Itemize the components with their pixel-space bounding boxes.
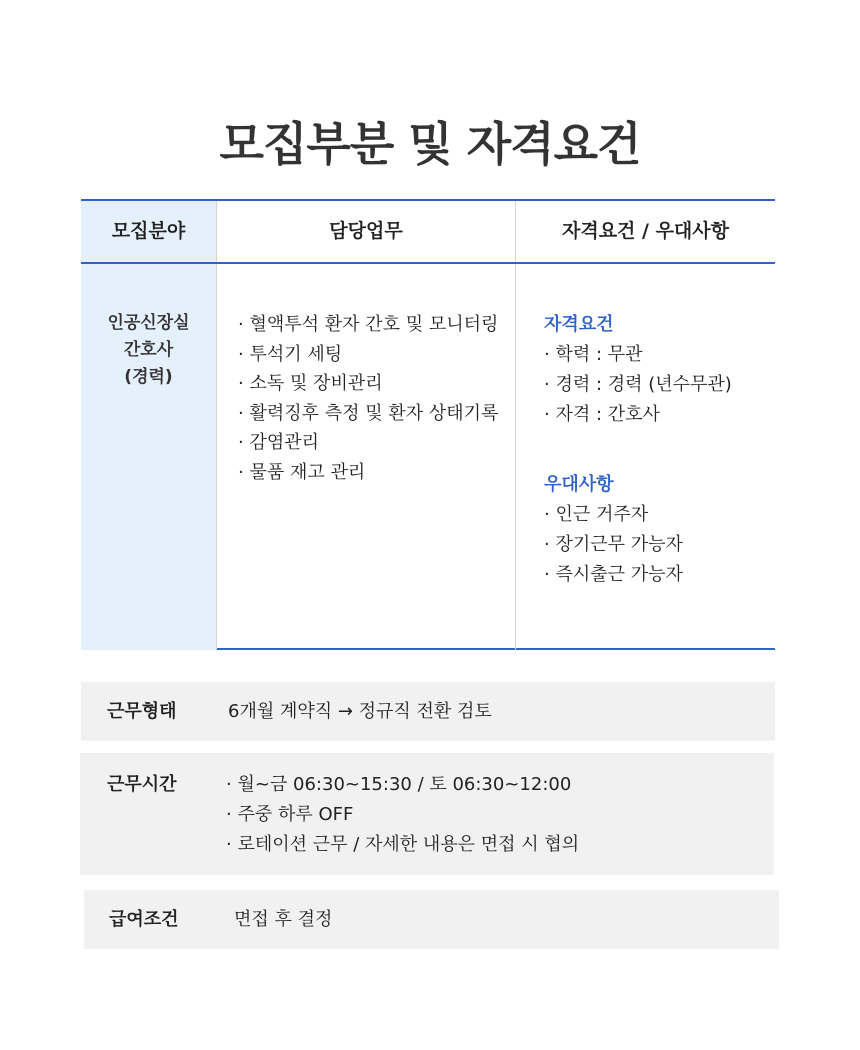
list-item: · 주중 하루 OFF xyxy=(226,804,354,825)
field-experience: (경력) xyxy=(124,367,173,387)
duties-cell xyxy=(216,264,515,650)
list-item: · 월~금 06:30~15:30 / 토 06:30~12:00 xyxy=(226,774,572,795)
page-title: 모집부분 및 자격요건 xyxy=(219,117,641,171)
list-item: · 투석기 세팅 xyxy=(238,343,343,365)
list-item: · 장기근무 가능자 xyxy=(544,534,683,555)
list-item: · 물품 재고 관리 xyxy=(238,461,366,483)
table-header-row xyxy=(81,201,775,264)
list-item: · 학력 : 무관 xyxy=(544,344,643,365)
header-field: 모집분야 xyxy=(81,201,216,262)
list-item: · 활력징후 측정 및 환자 상태기록 xyxy=(238,402,499,424)
work-hours-label: 근무시간 xyxy=(107,774,177,795)
list-item: · 소독 및 장비관리 xyxy=(238,373,383,394)
field-cell xyxy=(81,264,216,650)
qualifications-title: 자격요건 xyxy=(544,314,614,335)
list-item: · 자격 : 간호사 xyxy=(544,404,660,425)
work-hours-box xyxy=(80,753,774,875)
employment-type-value: 6개월 계약직 → 정규직 전환 검토 xyxy=(228,701,492,722)
field-role: 간호사 xyxy=(123,340,174,360)
preferences-title: 우대사항 xyxy=(544,474,614,495)
requirements-cell xyxy=(515,264,775,650)
list-item: · 혈액투석 환자 간호 및 모니터링 xyxy=(238,314,499,335)
salary-label: 급여조건 xyxy=(109,909,179,930)
header-duties: 담당업무 xyxy=(216,201,515,262)
recruitment-table xyxy=(81,199,775,650)
list-item: · 감염관리 xyxy=(238,432,319,453)
field-department: 인공신장실 xyxy=(107,313,190,333)
list-item: · 인근 거주자 xyxy=(544,504,649,525)
salary-value: 면접 후 결정 xyxy=(234,909,333,930)
employment-type-box xyxy=(81,682,775,741)
salary-box xyxy=(84,890,779,949)
header-requirements: 자격요건 / 우대사항 xyxy=(515,201,775,262)
list-item: · 로테이션 근무 / 자세한 내용은 면접 시 협의 xyxy=(226,834,580,855)
employment-type-label: 근무형태 xyxy=(107,701,177,722)
work-hours-value xyxy=(226,770,579,860)
list-item: · 즉시출근 가능자 xyxy=(544,564,683,585)
table-body-row xyxy=(81,264,775,650)
list-item: · 경력 : 경력 (년수무관) xyxy=(544,374,732,395)
